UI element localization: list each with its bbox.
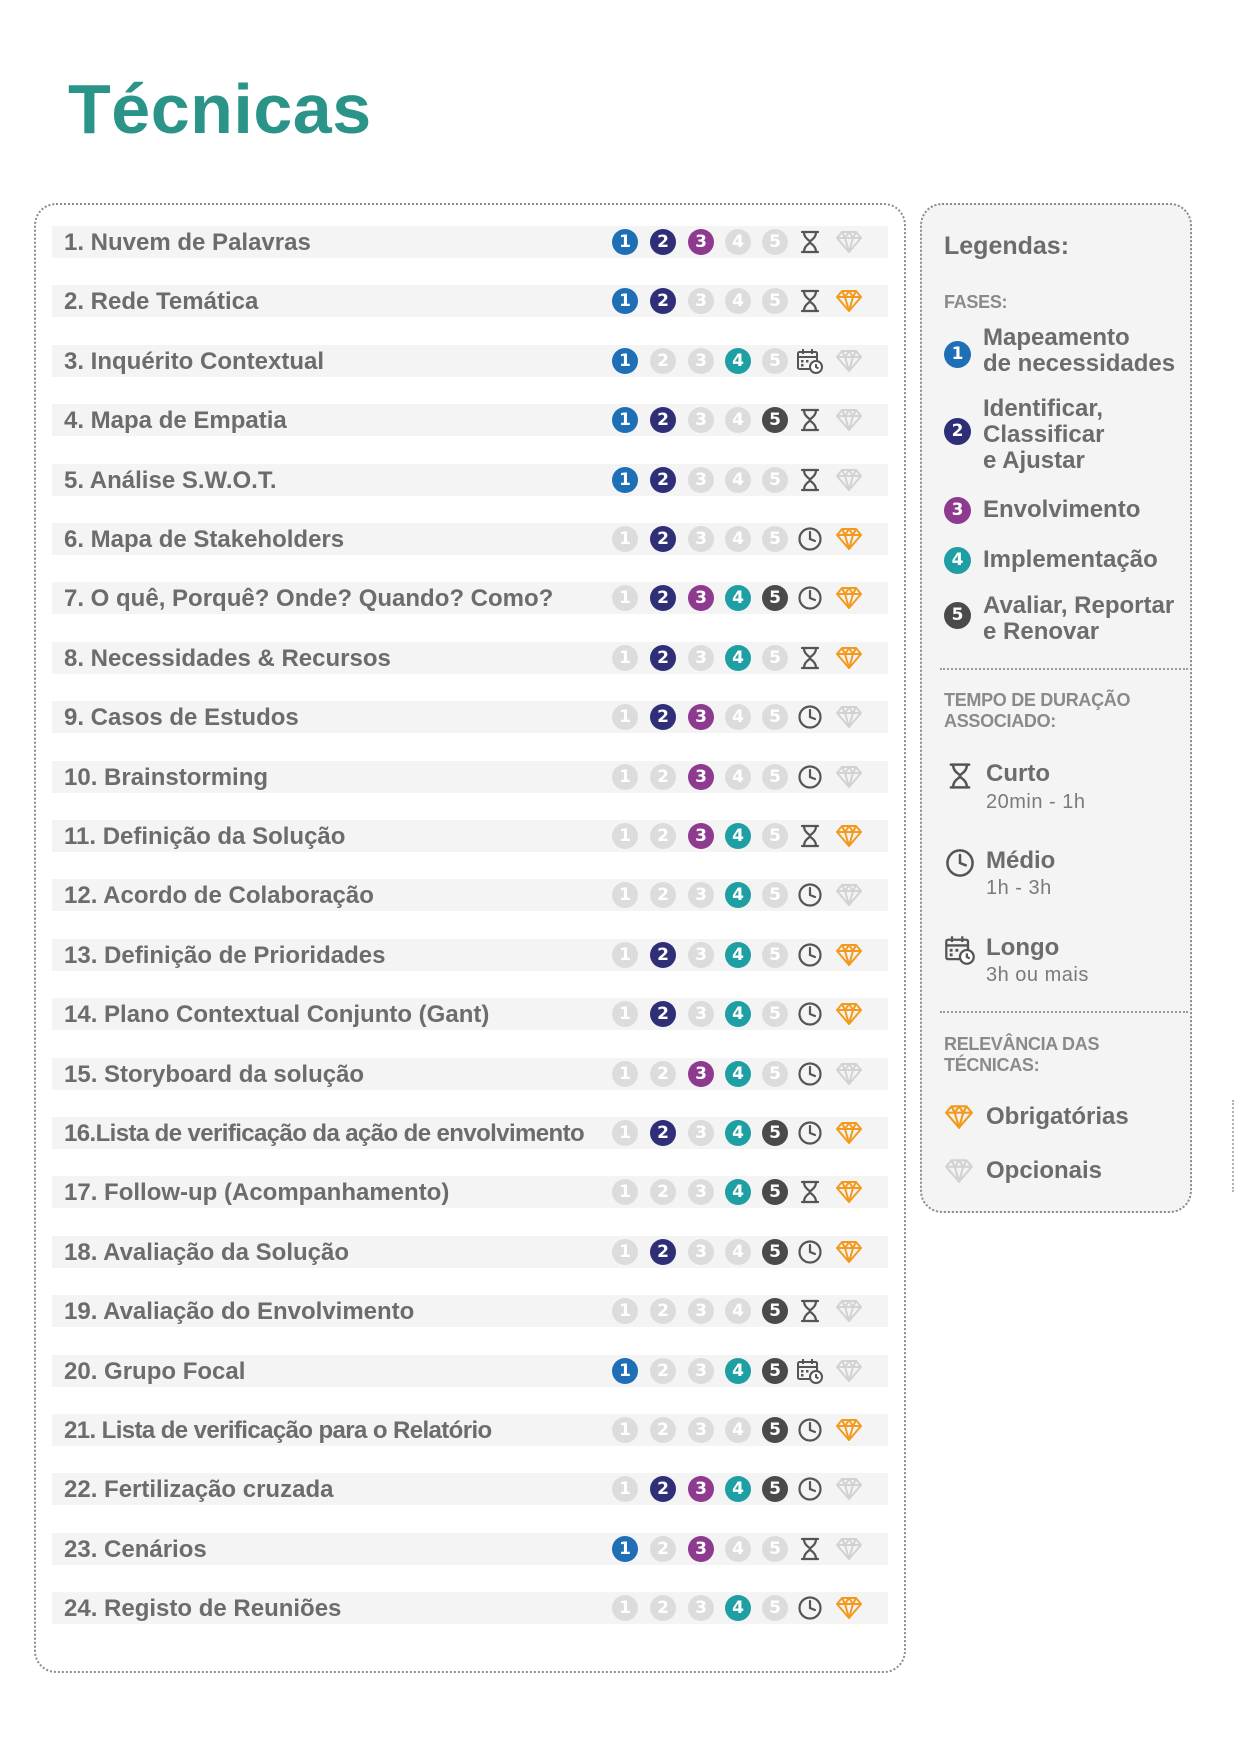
technique-row	[52, 404, 888, 436]
technique-label: 20. Grupo Focal	[64, 1358, 246, 1385]
clock-icon	[796, 881, 824, 909]
hourglass-icon	[796, 822, 824, 850]
duration-longo-label: Longo	[986, 934, 1060, 961]
phase-1-badge: 1	[612, 1001, 638, 1027]
phase-3-badge: 3	[688, 1179, 714, 1205]
phase-3-badge: 3	[688, 823, 714, 849]
phase-4-badge: 4	[725, 1417, 751, 1443]
technique-row	[52, 464, 888, 496]
phase-1-badge: 1	[612, 704, 638, 730]
phase-2-badge: 2	[650, 1595, 676, 1621]
phase-1-badge: 1	[612, 288, 638, 314]
technique-row	[52, 1355, 888, 1387]
phase-2-badge: 2	[650, 1061, 676, 1087]
phase-3-badge: 3	[688, 407, 714, 433]
technique-label: 9. Casos de Estudos	[64, 704, 299, 731]
clock-icon	[796, 1000, 824, 1028]
technique-row	[52, 761, 888, 793]
hourglass-icon	[796, 1297, 824, 1325]
phase-4-badge: 4	[725, 348, 751, 374]
phase-3-badge: 3	[688, 645, 714, 671]
phase-4-badge: 4	[725, 585, 751, 611]
diamond-icon	[835, 1595, 863, 1621]
phase-3-badge: 3	[688, 467, 714, 493]
technique-row	[52, 226, 888, 258]
phase-5-badge: 5	[762, 1536, 788, 1562]
phase-2-badge: 2	[650, 348, 676, 374]
phase-5-badge: 5	[762, 704, 788, 730]
phase-1-badge: 1	[612, 585, 638, 611]
technique-label: 18. Avaliação da Solução	[64, 1239, 350, 1266]
phase-2-badge: 2	[650, 1476, 676, 1502]
phase-2-badge: 2	[650, 585, 676, 611]
technique-label: 15. Storyboard da solução	[64, 1061, 365, 1088]
technique-label: 3. Inquérito Contextual	[64, 348, 325, 375]
phase-2-badge: 2	[650, 467, 676, 493]
phase-2-badge: 2	[650, 1239, 676, 1265]
legend-title: Legendas:	[944, 232, 1070, 260]
phase-4-badge: 4	[725, 288, 751, 314]
phase-2-badge: 2	[650, 823, 676, 849]
diamond-outline-icon	[835, 229, 863, 255]
clock-icon	[796, 1119, 824, 1147]
phase-2-badge: 2	[650, 229, 676, 255]
legend-phase-5-label: Avaliar, Reportar e Renovar	[983, 592, 1175, 645]
phase-5-badge: 5	[762, 407, 788, 433]
diamond-icon	[835, 1417, 863, 1443]
phase-3-badge: 3	[688, 1417, 714, 1443]
technique-row	[52, 1473, 888, 1505]
technique-label: 1. Nuvem de Palavras	[64, 229, 311, 256]
phase-4-badge: 4	[725, 1476, 751, 1502]
diamond-icon	[835, 288, 863, 314]
legend-phase-2-badge: 2	[944, 418, 971, 445]
hourglass-icon	[796, 466, 824, 494]
technique-label: 4. Mapa de Empatia	[64, 407, 287, 434]
phase-2-badge: 2	[650, 1298, 676, 1324]
phase-5-badge: 5	[762, 1179, 788, 1205]
phase-2-badge: 2	[650, 704, 676, 730]
technique-label: 2. Rede Temática	[64, 288, 259, 315]
phase-3-badge: 3	[688, 1120, 714, 1146]
technique-row	[52, 1592, 888, 1624]
phase-1-badge: 1	[612, 942, 638, 968]
technique-label: 10. Brainstorming	[64, 764, 269, 791]
phase-4-badge: 4	[725, 407, 751, 433]
technique-label: 21. Lista de verificação para o Relatório	[64, 1417, 492, 1444]
phase-4-badge: 4	[725, 1120, 751, 1146]
phase-1-badge: 1	[612, 1595, 638, 1621]
phase-2-badge: 2	[650, 764, 676, 790]
legend-divider	[940, 1011, 1188, 1013]
phase-2-badge: 2	[650, 882, 676, 908]
phase-1-badge: 1	[612, 348, 638, 374]
phase-2-badge: 2	[650, 1120, 676, 1146]
phase-3-badge: 3	[688, 229, 714, 255]
clock-icon	[796, 1060, 824, 1088]
technique-row	[52, 1295, 888, 1327]
technique-label: 11. Definição da Solução	[64, 823, 346, 850]
phase-4-badge: 4	[725, 1595, 751, 1621]
phase-5-badge: 5	[762, 764, 788, 790]
hourglass-icon	[796, 1178, 824, 1206]
phase-3-badge: 3	[688, 288, 714, 314]
duration-medio-label: Médio	[986, 847, 1056, 874]
technique-row	[52, 345, 888, 377]
phase-3-badge: 3	[688, 1536, 714, 1562]
technique-label: 13. Definição de Prioridades	[64, 942, 386, 969]
diamond-outline-icon	[835, 1536, 863, 1562]
technique-label: 24. Registo de Reuniões	[64, 1595, 342, 1622]
legend-phase-4-label: Implementação	[983, 546, 1158, 573]
technique-row	[52, 1414, 888, 1446]
diamond-outline-icon	[835, 407, 863, 433]
phase-3-badge: 3	[688, 704, 714, 730]
diamond-outline-icon	[835, 1298, 863, 1324]
phase-3-badge: 3	[688, 1595, 714, 1621]
technique-row	[52, 820, 888, 852]
diamond-outline-icon	[835, 882, 863, 908]
phase-1-badge: 1	[612, 1179, 638, 1205]
calendar-clock-icon	[944, 934, 976, 966]
technique-label: 6. Mapa de Stakeholders	[64, 526, 345, 553]
phase-4-badge: 4	[725, 1061, 751, 1087]
clock-icon	[796, 525, 824, 553]
phase-5-badge: 5	[762, 645, 788, 671]
phase-4-badge: 4	[725, 704, 751, 730]
calendar-clock-icon	[796, 347, 824, 375]
phase-3-badge: 3	[688, 526, 714, 552]
phase-4-badge: 4	[725, 526, 751, 552]
phase-2-badge: 2	[650, 526, 676, 552]
diamond-icon	[835, 1239, 863, 1265]
diamond-outline-icon	[835, 467, 863, 493]
phase-5-badge: 5	[762, 229, 788, 255]
phase-3-badge: 3	[688, 882, 714, 908]
diamond-icon	[835, 942, 863, 968]
technique-row	[52, 582, 888, 614]
phase-3-badge: 3	[688, 764, 714, 790]
legend-phase-1-label: Mapeamento de necessidades	[983, 324, 1176, 377]
phase-1-badge: 1	[612, 882, 638, 908]
phase-1-badge: 1	[612, 1417, 638, 1443]
technique-label: 17. Follow-up (Acompanhamento)	[64, 1179, 450, 1206]
legend-phase-2-label: Identificar, Classificar e Ajustar	[983, 395, 1105, 474]
diamond-outline-icon	[835, 1358, 863, 1384]
phase-5-badge: 5	[762, 467, 788, 493]
phase-1-badge: 1	[612, 467, 638, 493]
phase-5-badge: 5	[762, 1358, 788, 1384]
hourglass-icon	[796, 644, 824, 672]
phase-1-badge: 1	[612, 407, 638, 433]
diamond-icon	[835, 1001, 863, 1027]
technique-row	[52, 523, 888, 555]
technique-row	[52, 701, 888, 733]
phase-1-badge: 1	[612, 1536, 638, 1562]
technique-label: 5. Análise S.W.O.T.	[64, 467, 277, 494]
technique-label: 14. Plano Contextual Conjunto (Gant)	[64, 1001, 490, 1028]
duration-curto-label: Curto	[986, 760, 1050, 787]
clock-icon	[944, 847, 976, 879]
phase-4-badge: 4	[725, 882, 751, 908]
diamond-icon	[835, 823, 863, 849]
phase-5-badge: 5	[762, 1061, 788, 1087]
diamond-outline-icon	[835, 764, 863, 790]
phase-5-badge: 5	[762, 1417, 788, 1443]
clock-icon	[796, 941, 824, 969]
phase-2-badge: 2	[650, 1001, 676, 1027]
phase-3-badge: 3	[688, 585, 714, 611]
diamond-outline-icon	[835, 1061, 863, 1087]
phase-5-badge: 5	[762, 1595, 788, 1621]
technique-row	[52, 939, 888, 971]
legend-phase-3-label: Envolvimento	[983, 496, 1141, 523]
phase-5-badge: 5	[762, 585, 788, 611]
phase-5-badge: 5	[762, 1120, 788, 1146]
phase-4-badge: 4	[725, 1358, 751, 1384]
diamond-icon	[835, 1179, 863, 1205]
phase-5-badge: 5	[762, 1001, 788, 1027]
phase-1-badge: 1	[612, 229, 638, 255]
clock-icon	[796, 1594, 824, 1622]
phases-header: FASES:	[944, 292, 1008, 312]
phase-3-badge: 3	[688, 1358, 714, 1384]
technique-label: 19. Avaliação do Envolvimento	[64, 1298, 415, 1325]
technique-row	[52, 998, 888, 1030]
technique-label: 23. Cenários	[64, 1536, 207, 1563]
phase-5-badge: 5	[762, 942, 788, 968]
clock-icon	[796, 584, 824, 612]
phase-3-badge: 3	[688, 348, 714, 374]
diamond-icon	[944, 1103, 974, 1131]
clock-icon	[796, 1416, 824, 1444]
phase-4-badge: 4	[725, 229, 751, 255]
phase-2-badge: 2	[650, 1358, 676, 1384]
legend-phase-5-badge: 5	[944, 602, 971, 629]
phase-4-badge: 4	[725, 1298, 751, 1324]
technique-row	[52, 642, 888, 674]
phase-4-badge: 4	[725, 1001, 751, 1027]
diamond-outline-icon	[944, 1157, 974, 1185]
phase-4-badge: 4	[725, 1239, 751, 1265]
duration-curto-range: 20min - 1h	[986, 791, 1086, 813]
technique-label: 7. O quê, Porquê? Onde? Quando? Como?	[64, 585, 554, 612]
phase-1-badge: 1	[612, 1358, 638, 1384]
phase-1-badge: 1	[612, 1061, 638, 1087]
phase-4-badge: 4	[725, 1536, 751, 1562]
phase-4-badge: 4	[725, 645, 751, 671]
relevance-mandatory-label: Obrigatórias	[986, 1103, 1129, 1130]
phase-4-badge: 4	[725, 942, 751, 968]
phase-5-badge: 5	[762, 1476, 788, 1502]
technique-row	[52, 285, 888, 317]
legend-phase-3-badge: 3	[944, 497, 971, 524]
diamond-icon	[835, 526, 863, 552]
legend-divider	[940, 668, 1188, 670]
diamond-outline-icon	[835, 1476, 863, 1502]
phase-3-badge: 3	[688, 1001, 714, 1027]
phase-4-badge: 4	[725, 823, 751, 849]
duration-longo-range: 3h ou mais	[986, 964, 1089, 986]
phase-2-badge: 2	[650, 942, 676, 968]
phase-3-badge: 3	[688, 1061, 714, 1087]
clock-icon	[796, 703, 824, 731]
diamond-outline-icon	[835, 704, 863, 730]
relevance-optional-label: Opcionais	[986, 1157, 1103, 1184]
page-title: Técnicas	[68, 70, 372, 148]
legend-phase-1-badge: 1	[944, 341, 971, 368]
phase-1-badge: 1	[612, 1239, 638, 1265]
phase-1-badge: 1	[612, 1476, 638, 1502]
phase-5-badge: 5	[762, 823, 788, 849]
technique-row	[52, 1533, 888, 1565]
phase-3-badge: 3	[688, 1298, 714, 1324]
phase-3-badge: 3	[688, 942, 714, 968]
phase-4-badge: 4	[725, 467, 751, 493]
technique-row	[52, 1117, 888, 1149]
diamond-icon	[835, 645, 863, 671]
duration-header: TEMPO DE DURAÇÃO ASSOCIADO:	[944, 690, 1131, 731]
diamond-icon	[835, 585, 863, 611]
phase-5-badge: 5	[762, 882, 788, 908]
phase-1-badge: 1	[612, 823, 638, 849]
phase-5-badge: 5	[762, 1239, 788, 1265]
technique-row	[52, 1176, 888, 1208]
duration-medio-range: 1h - 3h	[986, 877, 1052, 899]
phase-1-badge: 1	[612, 1120, 638, 1146]
phase-5-badge: 5	[762, 526, 788, 552]
phase-5-badge: 5	[762, 288, 788, 314]
hourglass-icon	[944, 760, 976, 792]
clock-icon	[796, 1475, 824, 1503]
legend-phase-4-badge: 4	[944, 547, 971, 574]
phase-2-badge: 2	[650, 1417, 676, 1443]
relevance-header: RELEVÂNCIA DAS TÉCNICAS:	[944, 1034, 1100, 1075]
hourglass-icon	[796, 1535, 824, 1563]
technique-label: 8. Necessidades & Recursos	[64, 645, 391, 672]
technique-row	[52, 879, 888, 911]
phase-4-badge: 4	[725, 764, 751, 790]
phase-1-badge: 1	[612, 1298, 638, 1324]
phase-3-badge: 3	[688, 1476, 714, 1502]
phase-2-badge: 2	[650, 288, 676, 314]
phase-2-badge: 2	[650, 645, 676, 671]
page-edge-mark	[1232, 1100, 1234, 1192]
diamond-icon	[835, 1120, 863, 1146]
clock-icon	[796, 1238, 824, 1266]
phase-2-badge: 2	[650, 1179, 676, 1205]
technique-label: 12. Acordo de Colaboração	[64, 882, 374, 909]
hourglass-icon	[796, 406, 824, 434]
phase-2-badge: 2	[650, 1536, 676, 1562]
hourglass-icon	[796, 228, 824, 256]
technique-label: 22. Fertilização cruzada	[64, 1476, 334, 1503]
technique-row	[52, 1058, 888, 1090]
phase-4-badge: 4	[725, 1179, 751, 1205]
technique-row	[52, 1236, 888, 1268]
hourglass-icon	[796, 287, 824, 315]
technique-label: 16.Lista de verificação da ação de envolvimento	[64, 1120, 585, 1147]
calendar-clock-icon	[796, 1357, 824, 1385]
diamond-outline-icon	[835, 348, 863, 374]
phase-1-badge: 1	[612, 526, 638, 552]
phase-1-badge: 1	[612, 764, 638, 790]
phase-3-badge: 3	[688, 1239, 714, 1265]
phase-5-badge: 5	[762, 348, 788, 374]
clock-icon	[796, 763, 824, 791]
phase-2-badge: 2	[650, 407, 676, 433]
phase-5-badge: 5	[762, 1298, 788, 1324]
phase-1-badge: 1	[612, 645, 638, 671]
